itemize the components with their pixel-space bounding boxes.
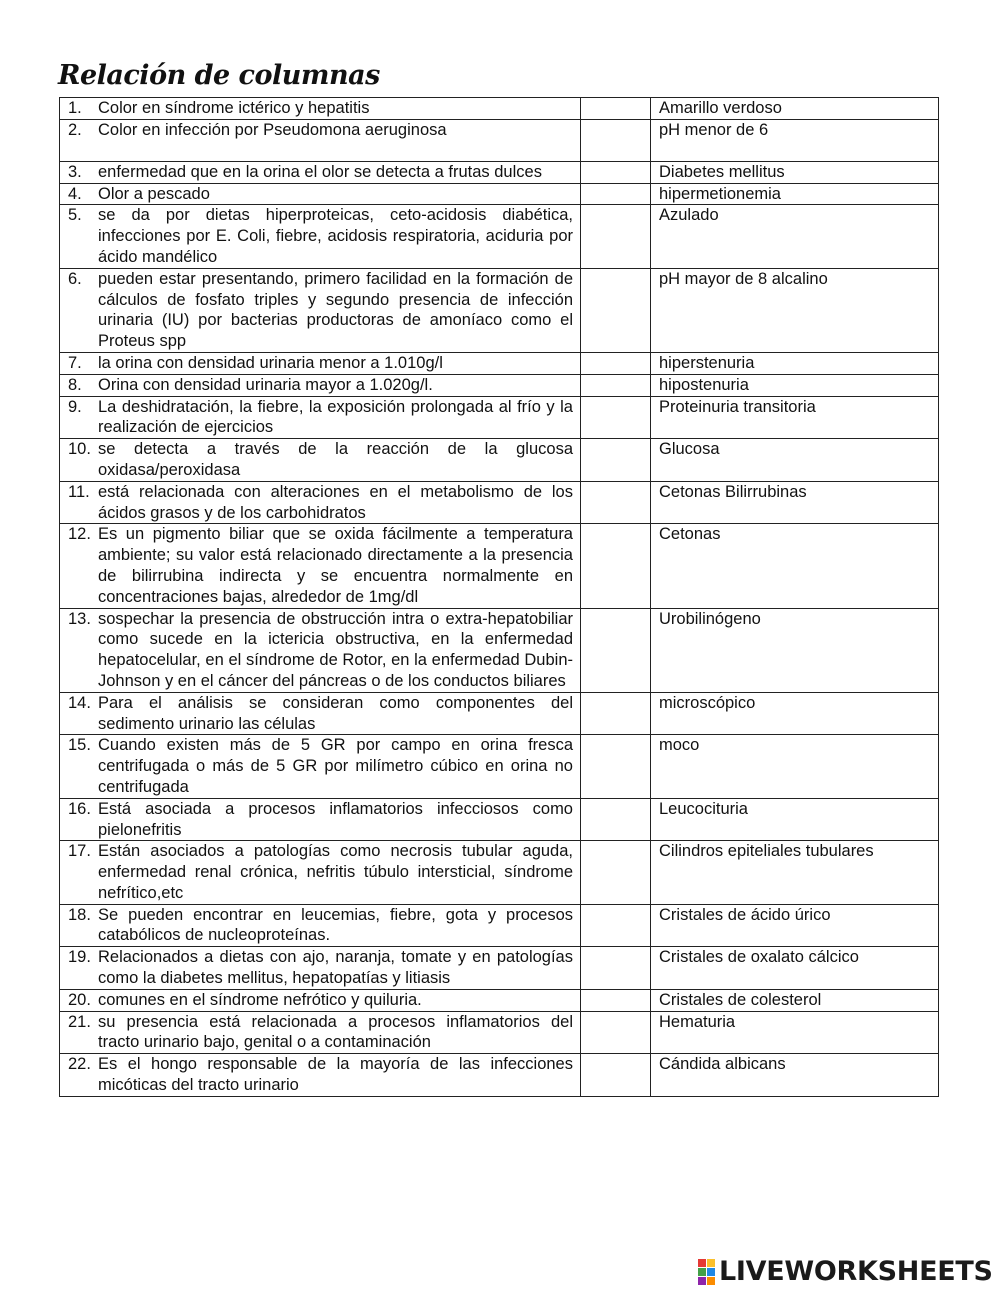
answer-blank-cell[interactable] xyxy=(581,989,651,1011)
question-text: Se pueden encontrar en leucemias, fiebre, gota y procesos catabólicos de nucleoproteínas. xyxy=(98,905,573,945)
question-text: se detecta a través de la reacción de la glucosa oxidasa/peroxidasa xyxy=(98,440,573,479)
question-number: 18. xyxy=(68,905,91,924)
table-row xyxy=(60,1011,939,1054)
answer-blank-cell[interactable] xyxy=(581,205,651,268)
answer-option-cell: Proteinuria transitoria xyxy=(651,396,939,439)
question-cell xyxy=(60,205,581,268)
answer-option-cell: Cilindros epiteliales tubulares xyxy=(651,841,939,904)
answer-option-cell: pH mayor de 8 alcalino xyxy=(651,268,939,352)
question-number: 9. xyxy=(68,397,82,416)
question-number: 15. xyxy=(68,736,91,755)
table-row xyxy=(60,735,939,798)
table-row xyxy=(60,989,939,1011)
question-cell xyxy=(60,735,581,798)
question-text: Está asociada a procesos inflamatorios infecciosos como pielonefritis xyxy=(98,799,573,839)
question-cell xyxy=(60,692,581,735)
question-number: 11. xyxy=(68,482,90,501)
answer-blank-cell[interactable] xyxy=(581,119,651,161)
question-number: 17. xyxy=(68,842,91,861)
table-row xyxy=(60,524,939,608)
table-row xyxy=(60,904,939,947)
question-text: Para el análisis se consideran como componentes del sedimento urinario las células xyxy=(98,693,573,733)
question-cell xyxy=(60,989,581,1011)
question-text: Color en infección por Pseudomona aeruginosa xyxy=(98,120,447,139)
liveworksheets-brand xyxy=(698,1256,993,1287)
question-text: Olor a pescado xyxy=(98,184,210,203)
answer-option-cell: Cetonas Bilirrubinas xyxy=(651,481,939,524)
question-cell xyxy=(60,396,581,439)
table-row xyxy=(60,119,939,161)
answer-blank-cell[interactable] xyxy=(581,608,651,692)
question-cell xyxy=(60,119,581,161)
answer-blank-cell[interactable] xyxy=(581,692,651,735)
question-text: se da por dietas hiperproteicas, ceto-acidosis diabética, infecciones por E. Coli, fiebre, acidosis respiratoria, aciduria por ácido mandélico xyxy=(98,206,573,266)
question-cell xyxy=(60,524,581,608)
answer-option-cell: Hematuria xyxy=(651,1011,939,1054)
table-row xyxy=(60,352,939,374)
table-row xyxy=(60,1054,939,1097)
question-number: 13. xyxy=(68,609,91,628)
question-cell xyxy=(60,1011,581,1054)
question-cell xyxy=(60,183,581,205)
logo-square xyxy=(698,1268,706,1276)
question-text: Es el hongo responsable de la mayoría de las infecciones micóticas del tracto urinario xyxy=(98,1055,573,1095)
logo-square xyxy=(707,1277,715,1285)
liveworksheets-logo-icon xyxy=(698,1259,715,1285)
question-text: enfermedad que en la orina el olor se detecta a frutas dulces xyxy=(98,162,542,181)
question-number: 22. xyxy=(68,1055,91,1074)
answer-blank-cell[interactable] xyxy=(581,1011,651,1054)
question-number: 20. xyxy=(68,990,91,1009)
question-number: 8. xyxy=(68,375,82,394)
table-row xyxy=(60,161,939,183)
question-text: sospechar la presencia de obstrucción intra o extra-hepatobiliar como sucede en la ictericia obstructiva, en la enfermedad hepatocelular, en el síndrome de Rotor, en la enfermedad Dubin-Johnson y en el cáncer del páncreas o de los conductos biliares xyxy=(98,609,573,690)
table-row xyxy=(60,205,939,268)
question-cell xyxy=(60,608,581,692)
answer-option-cell: Leucocituria xyxy=(651,798,939,841)
table-row xyxy=(60,396,939,439)
question-number: 1. xyxy=(68,99,82,117)
table-row xyxy=(60,798,939,841)
answer-blank-cell[interactable] xyxy=(581,1054,651,1097)
logo-square xyxy=(698,1259,706,1267)
answer-blank-cell[interactable] xyxy=(581,374,651,396)
question-text: la orina con densidad urinaria menor a 1.010g/l xyxy=(98,353,443,372)
question-text: Es un pigmento biliar que se oxida fácilmente a temperatura ambiente; su valor está relacionado directamente a la presencia de bilirrubina indirecta y se encuentra normalmente en concentraciones bajas, alrededor de 1mg/dl xyxy=(98,525,573,606)
logo-square xyxy=(707,1268,715,1276)
question-cell xyxy=(60,352,581,374)
question-number: 6. xyxy=(68,269,82,288)
question-number: 4. xyxy=(68,184,82,203)
page-title: Relación de columnas xyxy=(58,60,380,91)
question-text: Están asociados a patologías como necrosis tubular aguda, enfermedad renal crónica, nefritis túbulo intersticial, síndrome nefrítico,etc xyxy=(98,842,573,902)
answer-blank-cell[interactable] xyxy=(581,798,651,841)
answer-option-cell: hipostenuria xyxy=(651,374,939,396)
question-number: 19. xyxy=(68,948,91,967)
question-text: Color en síndrome ictérico y hepatitis xyxy=(98,99,370,117)
answer-blank-cell[interactable] xyxy=(581,735,651,798)
answer-option-cell: Cristales de oxalato cálcico xyxy=(651,947,939,990)
table-row xyxy=(60,374,939,396)
question-cell xyxy=(60,439,581,482)
question-number: 10. xyxy=(68,440,91,459)
question-number: 7. xyxy=(68,353,82,372)
question-cell xyxy=(60,98,581,120)
answer-option-cell: Amarillo verdoso xyxy=(651,98,939,120)
question-cell xyxy=(60,947,581,990)
question-cell xyxy=(60,1054,581,1097)
answer-option-cell: microscópico xyxy=(651,692,939,735)
table-row xyxy=(60,268,939,352)
brand-name: LIVEWORKSHEETS xyxy=(719,1256,993,1287)
answer-option-cell: Cristales de colesterol xyxy=(651,989,939,1011)
question-cell xyxy=(60,268,581,352)
question-number: 16. xyxy=(68,799,91,818)
answer-option-cell: pH menor de 6 xyxy=(651,119,939,161)
answer-option-cell: Cándida albicans xyxy=(651,1054,939,1097)
answer-blank-cell[interactable] xyxy=(581,841,651,904)
table-row xyxy=(60,183,939,205)
table-row xyxy=(60,608,939,692)
question-cell xyxy=(60,374,581,396)
answer-option-cell: Urobilinógeno xyxy=(651,608,939,692)
answer-blank-cell[interactable] xyxy=(581,524,651,608)
question-number: 12. xyxy=(68,525,91,544)
question-text: Relacionados a dietas con ajo, naranja, tomate y en patologías como la diabetes mellitus, hepatopatías y litiasis xyxy=(98,948,573,988)
logo-square xyxy=(698,1277,706,1285)
table-row xyxy=(60,439,939,482)
question-text: pueden estar presentando, primero facilidad en la formación de cálculos de fosfato triples y segundo presencia de infección urinaria (IU) por bacterias productoras de amoníaco como el Proteus spp xyxy=(98,269,573,351)
answer-blank-cell[interactable] xyxy=(581,481,651,524)
answer-blank-cell[interactable] xyxy=(581,161,651,183)
question-number: 21. xyxy=(68,1012,91,1031)
answer-blank-cell[interactable] xyxy=(581,352,651,374)
question-number: 5. xyxy=(68,206,82,225)
answer-option-cell: moco xyxy=(651,735,939,798)
answer-option-cell: hiperstenuria xyxy=(651,352,939,374)
question-number: 2. xyxy=(68,120,82,139)
question-text: está relacionada con alteraciones en el metabolismo de los ácidos grasos y de los carbohidratos xyxy=(98,482,573,522)
question-text: Orina con densidad urinaria mayor a 1.020g/l. xyxy=(98,375,433,394)
answer-blank-cell[interactable] xyxy=(581,947,651,990)
question-number: 3. xyxy=(68,162,82,181)
answer-blank-cell[interactable] xyxy=(581,98,651,120)
answer-option-cell: Azulado xyxy=(651,205,939,268)
question-text: su presencia está relacionada a procesos inflamatorios del tracto urinario bajo, genital o a contaminación xyxy=(98,1012,573,1052)
question-cell xyxy=(60,481,581,524)
table-row xyxy=(60,98,939,120)
answer-blank-cell[interactable] xyxy=(581,439,651,482)
answer-blank-cell[interactable] xyxy=(581,183,651,205)
answer-blank-cell[interactable] xyxy=(581,268,651,352)
question-cell xyxy=(60,841,581,904)
table-row xyxy=(60,841,939,904)
answer-option-cell: Cristales de ácido úrico xyxy=(651,904,939,947)
answer-blank-cell[interactable] xyxy=(581,904,651,947)
table-row xyxy=(60,692,939,735)
question-text: La deshidratación, la fiebre, la exposición prolongada al frío y la realización de ejercicios xyxy=(98,397,573,437)
question-cell xyxy=(60,161,581,183)
answer-blank-cell[interactable] xyxy=(581,396,651,439)
question-text: comunes en el síndrome nefrótico y quiluria. xyxy=(98,990,422,1009)
answer-option-cell: Cetonas xyxy=(651,524,939,608)
answer-option-cell: hipermetionemia xyxy=(651,183,939,205)
question-number: 14. xyxy=(68,693,91,712)
logo-square xyxy=(707,1259,715,1267)
matching-table xyxy=(59,97,939,1097)
table-row xyxy=(60,947,939,990)
question-text: Cuando existen más de 5 GR por campo en orina fresca centrifugada o más de 5 GR por milímetro cúbico en orina no centrifugada xyxy=(98,736,573,796)
question-cell xyxy=(60,798,581,841)
table-row xyxy=(60,481,939,524)
question-cell xyxy=(60,904,581,947)
answer-option-cell: Glucosa xyxy=(651,439,939,482)
answer-option-cell: Diabetes mellitus xyxy=(651,161,939,183)
